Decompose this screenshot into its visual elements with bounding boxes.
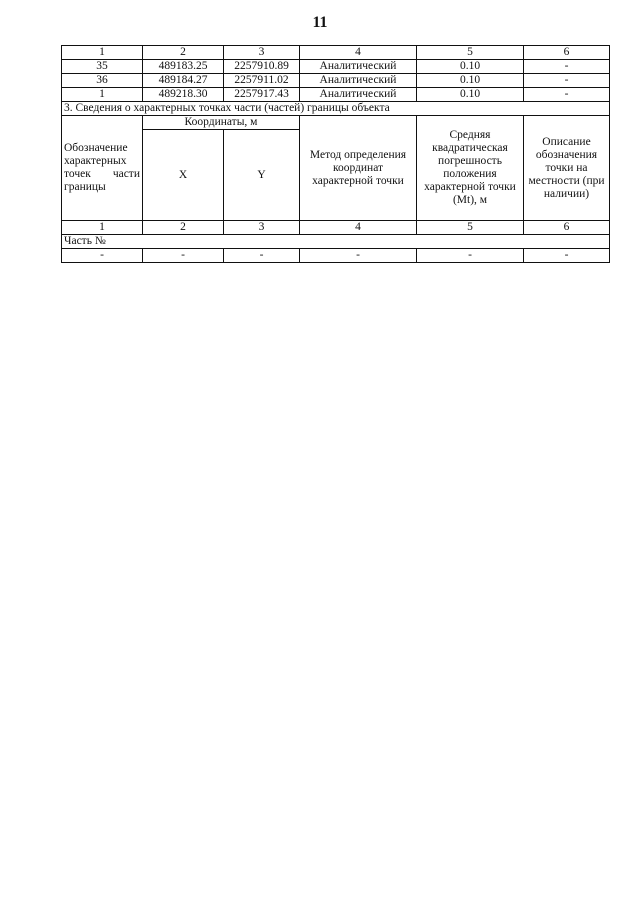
point-id: 36	[62, 74, 143, 88]
column-number: 4	[300, 221, 417, 235]
column-number: 1	[62, 221, 143, 235]
part-row	[62, 235, 610, 249]
section-header-row-1	[62, 116, 610, 130]
header-coordinates: Координаты, м	[143, 116, 300, 130]
coord-y: 2257911.02	[224, 74, 300, 88]
section-title-row	[62, 102, 610, 116]
empty-cell: -	[300, 249, 417, 263]
header-x: X	[143, 130, 224, 221]
page-number: 11	[312, 14, 328, 31]
column-number: 3	[224, 46, 300, 60]
description: -	[524, 74, 610, 88]
empty-cell: -	[62, 249, 143, 263]
table-row	[62, 249, 610, 263]
method: Аналитический	[300, 60, 417, 74]
error: 0.10	[417, 60, 524, 74]
error: 0.10	[417, 88, 524, 102]
coord-x: 489183.25	[143, 60, 224, 74]
header-y: Y	[224, 130, 300, 221]
empty-cell: -	[224, 249, 300, 263]
column-number: 6	[524, 221, 610, 235]
description: -	[524, 88, 610, 102]
column-number: 1	[62, 46, 143, 60]
empty-cell: -	[524, 249, 610, 263]
header-description: Описание обозначения точки на местности (при наличии)	[524, 116, 610, 221]
column-number: 3	[224, 221, 300, 235]
coord-y: 2257910.89	[224, 60, 300, 74]
table-header-row	[62, 46, 610, 60]
empty-cell: -	[417, 249, 524, 263]
part-label: Часть №	[62, 235, 610, 249]
point-id: 35	[62, 60, 143, 74]
coord-x: 489184.27	[143, 74, 224, 88]
coordinates-table	[61, 45, 610, 263]
error: 0.10	[417, 74, 524, 88]
column-number: 6	[524, 46, 610, 60]
table-row	[62, 60, 610, 74]
table-row	[62, 88, 610, 102]
header-method: Метод определения координат характерной точки	[300, 116, 417, 221]
header-error: Средняя квадратическая погрешность положения характерной точки (Mt), м	[417, 116, 524, 221]
description: -	[524, 60, 610, 74]
column-number: 2	[143, 46, 224, 60]
section-numbers-row	[62, 221, 610, 235]
table-row	[62, 74, 610, 88]
coord-y: 2257917.43	[224, 88, 300, 102]
point-id: 1	[62, 88, 143, 102]
method: Аналитический	[300, 88, 417, 102]
column-number: 5	[417, 221, 524, 235]
header-designation: Обозначение характерных точек части границы	[62, 116, 143, 221]
column-number: 5	[417, 46, 524, 60]
coord-x: 489218.30	[143, 88, 224, 102]
section-title: 3. Сведения о характерных точках части (частей) границы объекта	[62, 102, 610, 116]
empty-cell: -	[143, 249, 224, 263]
column-number: 2	[143, 221, 224, 235]
method: Аналитический	[300, 74, 417, 88]
column-number: 4	[300, 46, 417, 60]
